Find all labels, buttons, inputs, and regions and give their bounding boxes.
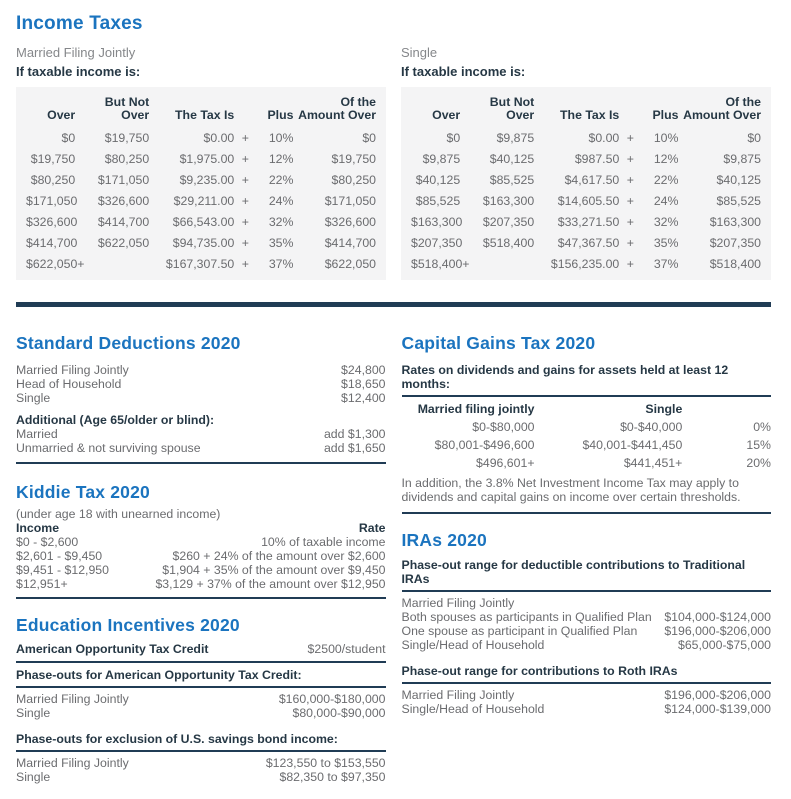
kv-row	[16, 377, 386, 391]
table-row	[16, 191, 386, 212]
kv-row	[16, 549, 386, 563]
capital-gains-lead: Rates on dividends and gains for assets held at least 12 months:	[401, 363, 729, 391]
cell-over: $19,750	[30, 152, 76, 166]
kiddie-header-row	[16, 521, 386, 535]
mfj-bracket-table	[16, 87, 386, 280]
col-header-income: Income	[16, 521, 60, 535]
cell-over: $414,700	[26, 236, 78, 250]
rate-formula: $260 + 24% of the amount over $2,600	[172, 549, 386, 563]
cell-rate: 22%	[653, 173, 679, 187]
cell-over: $0	[61, 131, 76, 145]
kv-row	[16, 391, 386, 405]
table-row	[16, 126, 386, 149]
cell-but-not-over: $85,525	[489, 173, 535, 187]
cell-over: $40,125	[415, 173, 461, 187]
cell-single-range: $40,001-$441,450	[582, 438, 683, 452]
table-row	[16, 233, 386, 254]
cell-amount-over: $326,600	[324, 215, 376, 229]
col-header-amount-over: Of the Amount Over	[683, 95, 761, 122]
row-label: Married Filing Jointly	[16, 756, 129, 770]
cell-tax-is: $156,235.00	[550, 257, 620, 271]
kv-row	[16, 577, 386, 591]
cell-tax-is: $14,605.50	[557, 194, 620, 208]
cell-plus-sign: +	[626, 152, 634, 166]
mfj-subtitle: Married Filing Jointly	[16, 45, 136, 60]
col-header-mfj: Married filing jointly	[417, 402, 535, 416]
col-header-rate-spacer	[682, 400, 771, 418]
section-rule	[402, 682, 772, 684]
row-label: Married	[16, 427, 58, 441]
section-rule	[402, 512, 772, 514]
table-row	[401, 233, 771, 254]
col-header-tax-is: The Tax Is	[560, 108, 620, 122]
kv-row	[402, 702, 772, 716]
cell-amount-over: $163,300	[709, 215, 761, 229]
cell-tax-is: $66,543.00	[172, 215, 235, 229]
section-rule	[16, 462, 386, 464]
cell-amount-over: $171,050	[324, 194, 376, 208]
section-title: Standard Deductions 2020	[16, 333, 241, 353]
table-row	[402, 418, 772, 436]
cell-tax-is: $94,735.00	[172, 236, 235, 250]
kv-row	[16, 363, 386, 377]
cell-rate: 37%	[268, 257, 294, 271]
cell-rate: 0%	[753, 420, 771, 434]
roth-ira-header: Phase-out range for contributions to Roth IRAs	[401, 664, 678, 678]
row-value: $80,000-$90,000	[292, 706, 386, 720]
cell-plus-sign: +	[626, 194, 634, 208]
rate-formula: $1,904 + 35% of the amount over $9,450	[162, 563, 386, 577]
cell-over: $80,250	[30, 173, 76, 187]
cell-but-not-over	[460, 254, 534, 281]
cell-amount-over: $414,700	[324, 236, 376, 250]
income-tax-tables	[16, 35, 771, 280]
kv-row	[16, 692, 386, 706]
row-label: Single/Head of Household	[401, 702, 545, 716]
col-header-single: Single	[645, 402, 683, 416]
cell-plus-sign: +	[626, 173, 634, 187]
standard-deductions-section	[16, 333, 386, 464]
cell-rate: 12%	[268, 152, 294, 166]
cell-rate: 10%	[653, 131, 679, 145]
row-value: $104,000-$124,000	[664, 610, 771, 624]
capital-gains-table	[402, 400, 772, 472]
cell-rate: 22%	[268, 173, 294, 187]
col-header-over: Over	[432, 108, 461, 122]
cell-tax-is: $47,367.50	[557, 236, 620, 250]
income-range: $12,951+	[16, 577, 68, 591]
table-header-row	[401, 87, 771, 126]
cell-but-not-over: $19,750	[104, 131, 150, 145]
cell-rate: 24%	[653, 194, 679, 208]
page-title: Income Taxes	[16, 13, 143, 34]
cell-but-not-over: $163,300	[482, 194, 535, 208]
single-column	[401, 35, 771, 280]
col-header-spacer	[234, 87, 256, 126]
cell-over: $0	[446, 131, 461, 145]
cell-amount-over: $518,400	[709, 257, 761, 271]
table-row	[16, 149, 386, 170]
table-row	[401, 254, 771, 281]
capital-gains-section	[402, 333, 772, 514]
col-header-over: Over	[47, 108, 76, 122]
cell-single-range: $0-$40,000	[620, 420, 683, 434]
row-value: $65,000-$75,000	[678, 638, 771, 652]
row-label: Single	[16, 706, 51, 720]
cell-but-not-over	[75, 254, 149, 281]
cell-over: $326,600	[26, 215, 78, 229]
row-label: Married Filing Jointly	[16, 692, 129, 706]
income-range: $2,601 - $9,450	[16, 549, 103, 563]
income-range: $9,451 - $12,950	[16, 563, 109, 577]
cell-rate: 32%	[268, 215, 294, 229]
col-header-rate: Rate	[358, 521, 386, 535]
cell-amount-over: $40,125	[716, 173, 761, 187]
row-value: $196,000-$206,000	[664, 688, 771, 702]
cell-amount-over: $85,525	[716, 194, 761, 208]
cell-plus-sign: +	[241, 131, 249, 145]
cell-rate: 12%	[653, 152, 679, 166]
row-value: add $1,300	[323, 427, 386, 441]
row-value: $196,000-$206,000	[664, 624, 771, 638]
kv-row	[402, 624, 772, 638]
bond-phaseout-header: Phase-outs for exclusion of U.S. savings bond income:	[16, 732, 338, 746]
aotc-row	[16, 642, 386, 656]
cell-rate: 37%	[653, 257, 679, 271]
row-label: One spouse as participant in Qualified Plan	[401, 624, 638, 638]
cell-but-not-over: $171,050	[97, 173, 150, 187]
cell-single-range: $441,451+	[623, 456, 683, 470]
cell-amount-over: $80,250	[331, 173, 376, 187]
cell-rate: 10%	[268, 131, 294, 145]
cell-amount-over: $0	[747, 131, 761, 145]
rate-formula: $3,129 + 37% of the amount over $12,950	[155, 577, 386, 591]
cell-but-not-over: $80,250	[104, 152, 150, 166]
mfj-column	[16, 35, 386, 280]
table-row	[402, 454, 772, 472]
section-title: Education Incentives 2020	[16, 615, 240, 635]
col-header-but-not-over: But Not Over	[104, 95, 150, 122]
table-row	[402, 436, 772, 454]
section-rule	[16, 661, 386, 663]
cell-over: $9,875	[422, 152, 461, 166]
row-label: Single	[16, 770, 51, 784]
row-value: $18,650	[341, 377, 386, 391]
table-row	[401, 212, 771, 233]
row-label: Married Filing Jointly	[401, 596, 515, 610]
cell-plus-sign: +	[626, 236, 634, 250]
section-rule	[16, 597, 386, 599]
niit-note: In addition, the 3.8% Net Investment Income Tax may apply to dividends and capital gains on income over certain thresholds.	[401, 476, 741, 504]
row-value: $24,800	[341, 363, 386, 377]
kv-row	[16, 563, 386, 577]
table-header-row	[16, 87, 386, 126]
cell-rate: 32%	[653, 215, 679, 229]
cell-amount-over: $9,875	[723, 152, 761, 166]
cell-tax-is: $9,235.00	[179, 173, 235, 187]
section-rule	[402, 395, 772, 397]
table-row	[401, 126, 771, 149]
kv-row	[16, 706, 386, 720]
row-label: Married Filing Jointly	[16, 363, 129, 377]
section-rule	[16, 750, 386, 752]
cell-rate: 15%	[746, 438, 771, 452]
cell-plus-sign: +	[241, 194, 249, 208]
traditional-ira-header: Phase-out range for deductible contributions to Traditional IRAs	[401, 558, 746, 586]
cell-amount-over: $19,750	[331, 152, 376, 166]
kv-row	[402, 596, 772, 610]
table-header-row	[402, 400, 772, 418]
mfj-lead: If taxable income is:	[16, 64, 141, 79]
table-row	[16, 254, 386, 281]
cell-tax-is: $0.00	[203, 131, 235, 145]
row-value: $12,400	[341, 391, 386, 405]
cell-rate: 20%	[746, 456, 771, 470]
table-row	[401, 170, 771, 191]
cell-but-not-over: $40,125	[489, 152, 535, 166]
cell-mfj-range: $0-$80,000	[472, 420, 535, 434]
cell-but-not-over: $9,875	[496, 131, 535, 145]
row-label: Both spouses as participants in Qualified Plan	[401, 610, 652, 624]
col-header-tax-is: The Tax Is	[175, 108, 235, 122]
col-header-plus: Plus	[267, 108, 294, 122]
education-incentives-section	[16, 615, 386, 784]
cell-over: $622,050+	[26, 257, 85, 271]
additional-deductions-header: Additional (Age 65/older or blind):	[16, 413, 215, 427]
col-header-amount-over: Of the Amount Over	[298, 95, 376, 122]
cell-tax-is: $0.00	[588, 131, 620, 145]
kv-row	[16, 441, 386, 455]
cell-tax-is: $987.50	[574, 152, 620, 166]
row-value: $124,000-$139,000	[664, 702, 771, 716]
kv-row	[16, 535, 386, 549]
cell-amount-over: $207,350	[709, 236, 761, 250]
table-row	[401, 149, 771, 170]
cell-plus-sign: +	[626, 257, 634, 271]
iras-section	[402, 530, 772, 716]
row-label: Single	[16, 391, 51, 405]
cell-plus-sign: +	[626, 131, 634, 145]
cell-over: $85,525	[415, 194, 461, 208]
cell-plus-sign: +	[241, 173, 249, 187]
cell-rate: 35%	[268, 236, 294, 250]
row-label: Unmarried & not surviving spouse	[16, 441, 201, 455]
cell-plus-sign: +	[241, 236, 249, 250]
row-value: $82,350 to $97,350	[279, 770, 386, 784]
kiddie-tax-section	[16, 482, 386, 599]
cell-mfj-range: $496,601+	[476, 456, 535, 470]
row-label: Married Filing Jointly	[401, 688, 515, 702]
cell-tax-is: $4,617.50	[564, 173, 620, 187]
kv-row	[402, 688, 772, 702]
cell-over: $518,400+	[411, 257, 470, 271]
row-value: $2500/student	[307, 642, 386, 656]
single-subtitle: Single	[401, 45, 438, 60]
kv-row	[16, 756, 386, 770]
left-column	[16, 307, 386, 784]
col-header-but-not-over: But Not Over	[489, 95, 535, 122]
kv-row	[402, 610, 772, 624]
row-value: $160,000-$180,000	[278, 692, 386, 706]
cell-plus-sign: +	[241, 215, 249, 229]
cell-but-not-over: $207,350	[482, 215, 535, 229]
cell-plus-sign: +	[241, 152, 249, 166]
single-lead: If taxable income is:	[401, 64, 526, 79]
kiddie-subtitle: (under age 18 with unearned income)	[16, 507, 221, 521]
table-row	[401, 191, 771, 212]
section-title: Capital Gains Tax 2020	[401, 333, 596, 353]
cell-tax-is: $29,211.00	[173, 194, 235, 208]
aotc-phaseout-header: Phase-outs for American Opportunity Tax Credit:	[16, 668, 302, 682]
section-rule	[16, 686, 386, 688]
row-label: American Opportunity Tax Credit	[16, 642, 209, 656]
section-title: Kiddie Tax 2020	[16, 482, 150, 502]
col-header-plus: Plus	[652, 108, 679, 122]
cell-but-not-over: $326,600	[97, 194, 150, 208]
cell-plus-sign: +	[626, 215, 634, 229]
table-row	[16, 170, 386, 191]
cell-rate: 35%	[653, 236, 679, 250]
cell-over: $171,050	[26, 194, 78, 208]
lower-sections	[16, 307, 771, 784]
col-header-spacer	[619, 87, 641, 126]
cell-rate: 24%	[268, 194, 294, 208]
income-range: $0 - $2,600	[16, 535, 79, 549]
cell-but-not-over: $518,400	[482, 236, 535, 250]
section-title: IRAs 2020	[401, 530, 487, 550]
single-bracket-table	[401, 87, 771, 280]
right-column	[402, 307, 772, 784]
row-value: add $1,650	[323, 441, 386, 455]
cell-tax-is: $33,271.50	[557, 215, 620, 229]
cell-over: $207,350	[411, 236, 463, 250]
cell-mfj-range: $80,001-$496,600	[434, 438, 535, 452]
cell-amount-over: $622,050	[324, 257, 376, 271]
kv-row	[16, 770, 386, 784]
cell-but-not-over: $414,700	[97, 215, 150, 229]
row-label: Single/Head of Household	[401, 638, 545, 652]
cell-amount-over: $0	[362, 131, 376, 145]
cell-over: $163,300	[411, 215, 463, 229]
section-rule	[402, 590, 772, 592]
cell-plus-sign: +	[241, 257, 249, 271]
rate-formula: 10% of taxable income	[261, 535, 386, 549]
row-label: Head of Household	[16, 377, 122, 391]
table-row	[16, 212, 386, 233]
cell-but-not-over: $622,050	[97, 236, 150, 250]
cell-tax-is: $167,307.50	[165, 257, 235, 271]
kv-row	[402, 638, 772, 652]
kv-row	[16, 427, 386, 441]
cell-tax-is: $1,975.00	[179, 152, 235, 166]
row-value: $123,550 to $153,550	[265, 756, 386, 770]
